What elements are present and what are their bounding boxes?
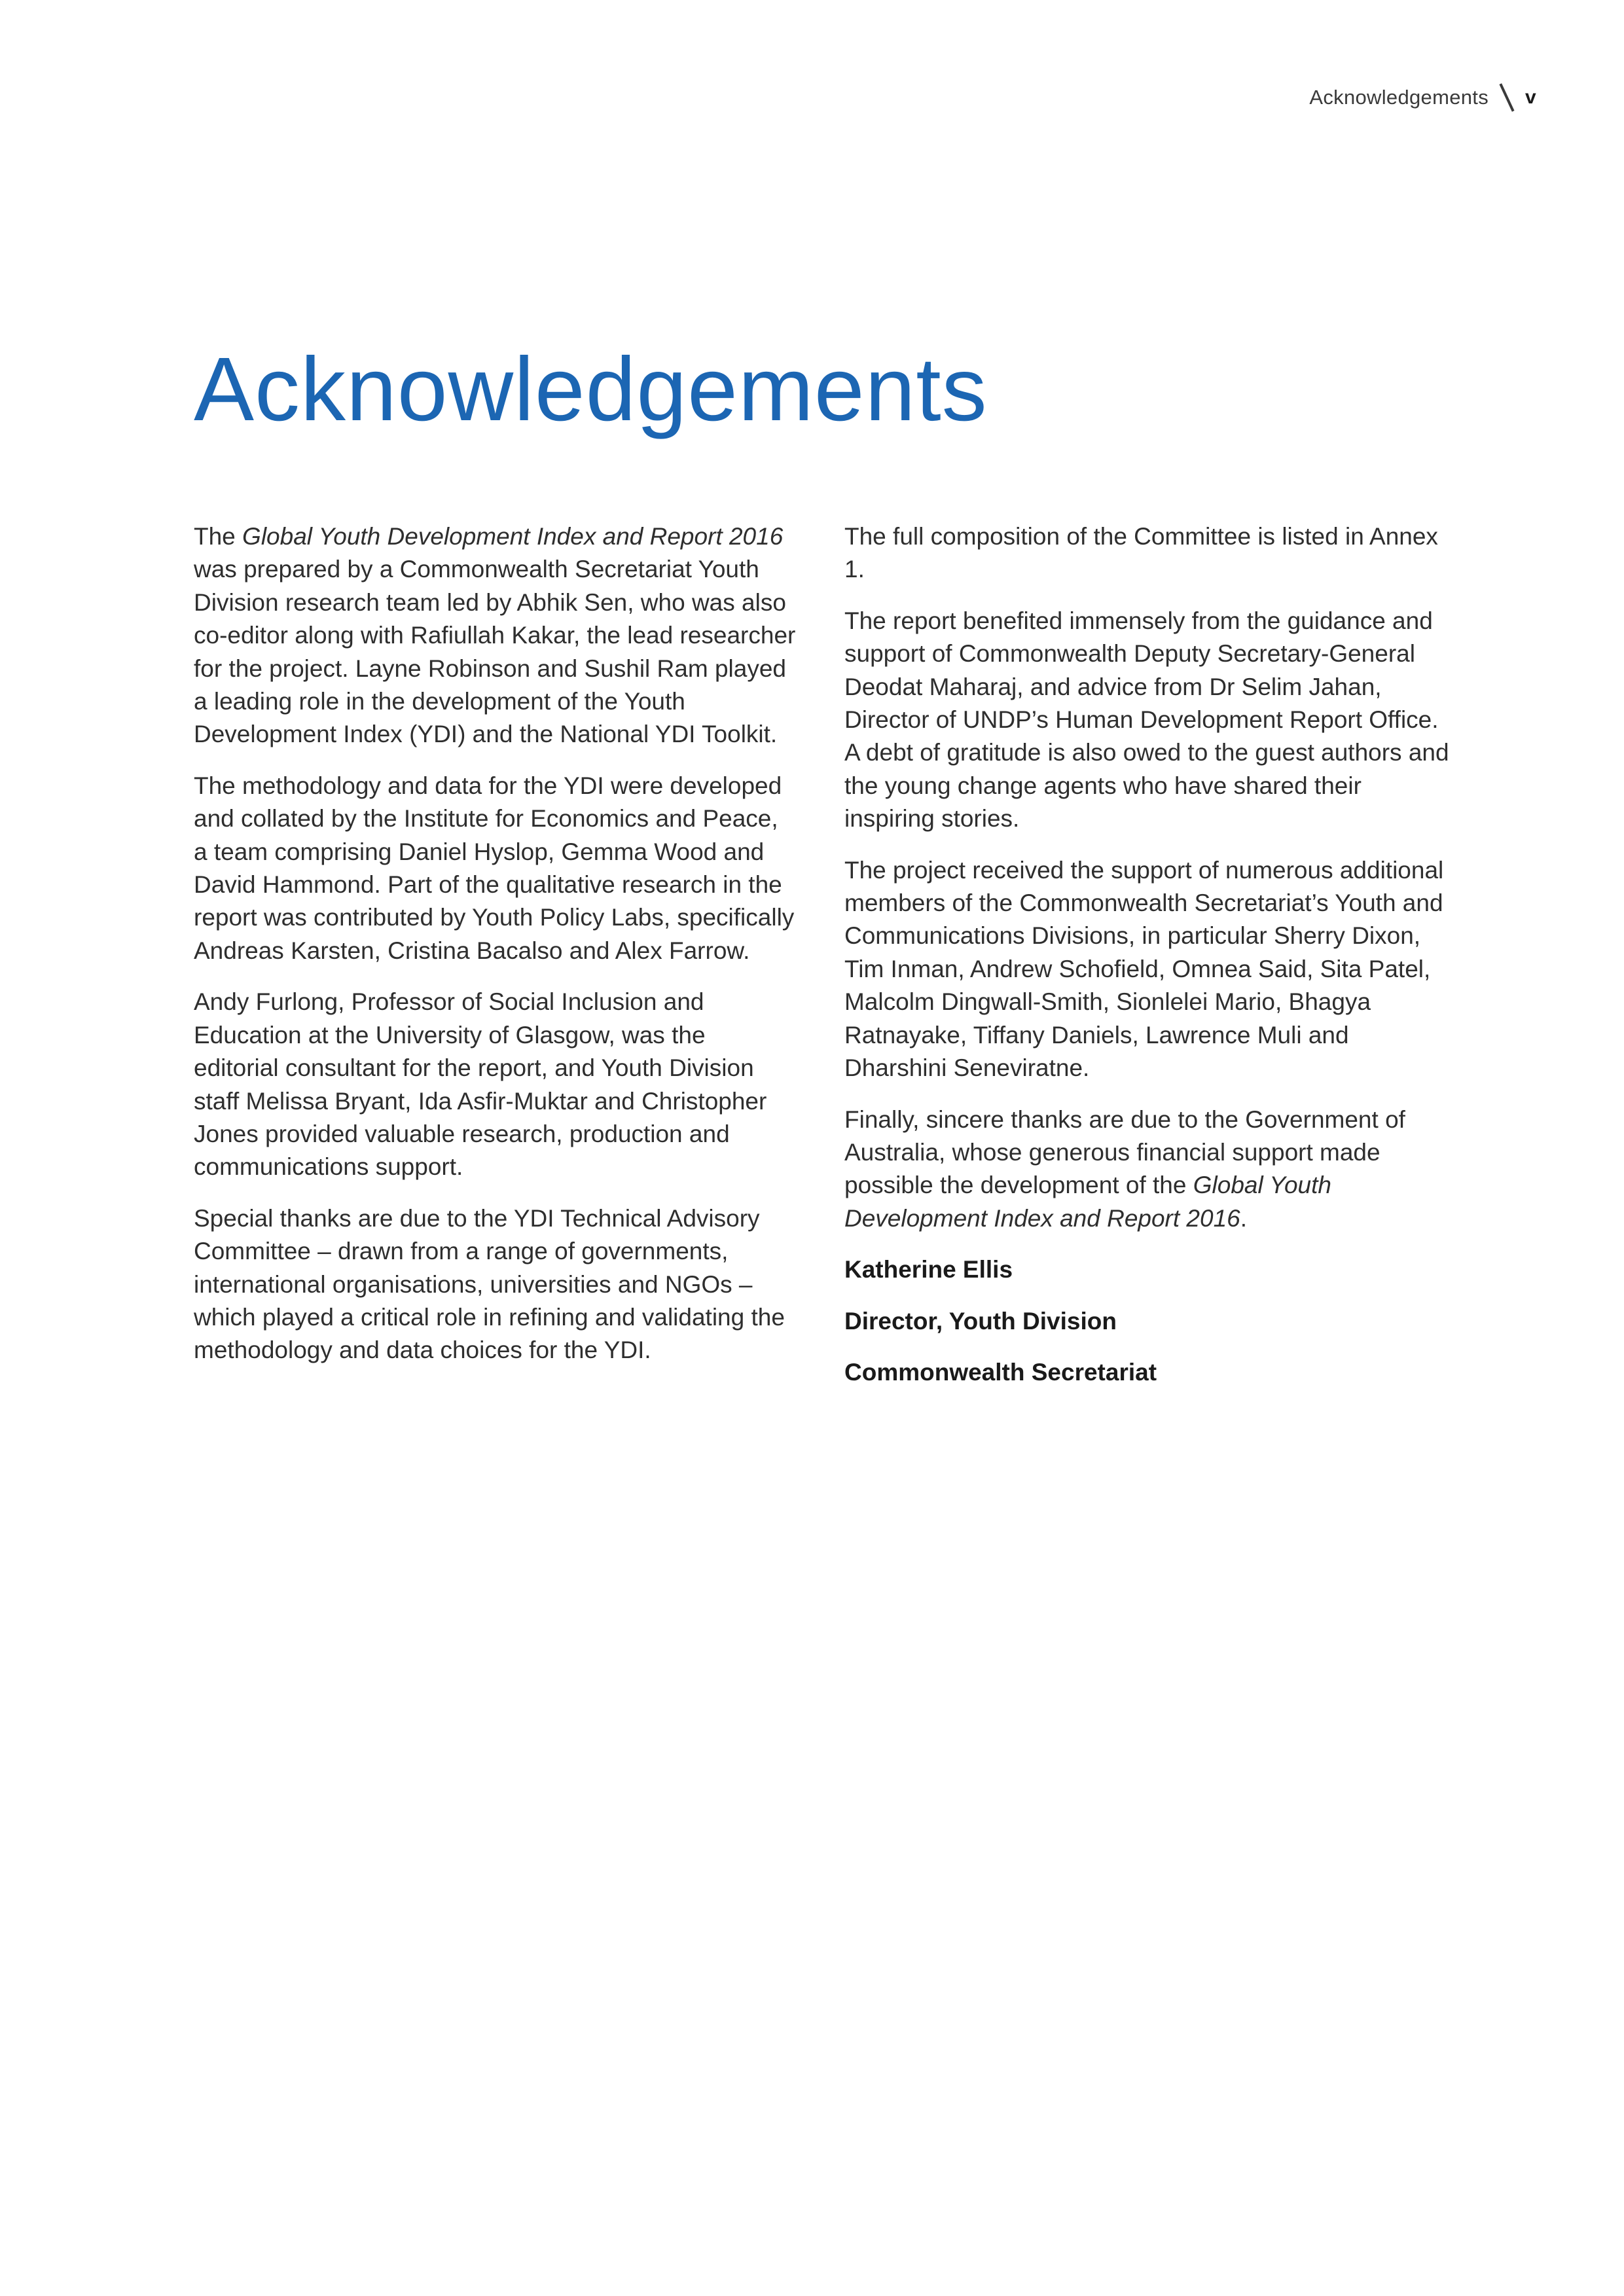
- paragraph-support: The project received the support of numerous additional members of the Commonwealth Secretariat’s Youth and Communications Divisions, in particular Sherry Dixon, Tim Inman, Andrew Schofield, Omnea Said, Sita Patel, Malcolm Dingwall-Smith, Sionlelei Mario, Bhagya Ratnayake, Tiffany Daniels, Lawrence Muli and Dharshini Seneviratne.: [844, 856, 1444, 1082]
- text: The: [194, 523, 243, 550]
- paragraph-methodology: The methodology and data for the YDI were developed and collated by the Institute for Economics and Peace, a team comprising Daniel Hyslop, Gemma Wood and David Hammond. Part of the qualitative research in the report was contributed by Youth Policy Labs, specifically Andreas Karsten, Cristina Bacalso and Alex Farrow.: [194, 772, 795, 964]
- report-title-italic: Global Youth Development Index and Report 2016: [242, 523, 784, 550]
- page-number: v: [1525, 86, 1536, 108]
- signature-name: Katherine Ellis: [844, 1256, 1013, 1283]
- header-divider-icon: [1499, 83, 1514, 111]
- running-header-section: Acknowledgements: [1309, 86, 1489, 109]
- report-title-italic: Global Youth Development Index and Report 2016: [844, 1172, 1331, 1232]
- running-header: [1309, 82, 1536, 113]
- paragraph-committee-annex: The full composition of the Committee is listed in Annex 1.: [844, 523, 1438, 583]
- paragraph-guidance: The report benefited immensely from the guidance and support of Commonwealth Deputy Secretary-General Deodat Maharaj, and advice from Dr Selim Jahan, Director of UNDP’s Human Development Report Office. A debt of gratitude is also owed to the guest authors and the young change agents who have shared their inspiring stories.: [844, 607, 1449, 833]
- paragraph-advisory-committee: Special thanks are due to the YDI Technical Advisory Committee – drawn from a range of governments, international organisations, universities and NGOs – which played a critical role in refining and validating the methodology and data choices for the YDI.: [194, 1204, 785, 1364]
- signature-role: Director, Youth Division: [844, 1307, 1117, 1335]
- text: Finally, sincere thanks are due to the Government of Australia, whose generous financial support made possible the development of the: [844, 1105, 1405, 1199]
- right-column: [844, 520, 1453, 1407]
- text: .: [1240, 1204, 1248, 1232]
- paragraph-editorial: Andy Furlong, Professor of Social Inclusion and Education at the University of Glasgow, was the editorial consultant for the report, and Youth Division staff Melissa Bryant, Ida Asfir-Muktar and Christopher Jones provided valuable research, production and communications support.: [194, 988, 767, 1181]
- paragraph-prepared-by: [194, 520, 796, 751]
- page-title: Acknowledgements: [194, 339, 988, 440]
- signature-organisation: Commonwealth Secretariat: [844, 1358, 1157, 1386]
- paragraph-thanks: [844, 1103, 1453, 1236]
- left-column: [194, 520, 796, 1386]
- text: was prepared by a Commonwealth Secretariat Youth Division research team led by Abhik Sen, who was also co-editor along with Rafiullah Kakar, the lead researcher for the project. Layne Robinson and Sushil Ram played a leading role in the development of the Youth Development Index (YDI) and the National YDI Toolkit.: [194, 556, 796, 748]
